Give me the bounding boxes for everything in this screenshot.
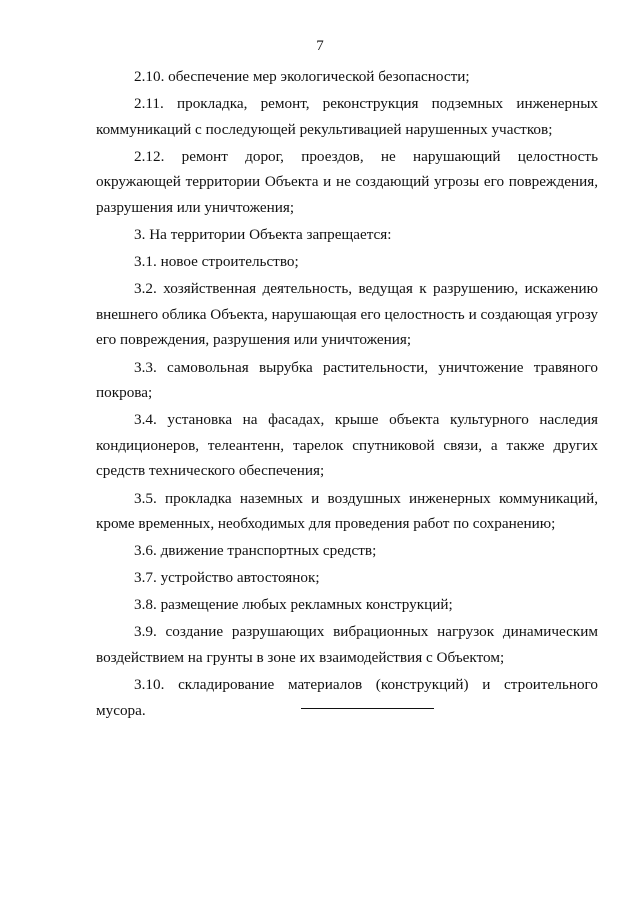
document-body: [96, 64, 598, 725]
paragraph-3-8: 3.8. размещение любых рекламных конструкций;: [134, 596, 453, 614]
paragraph-3-10: 3.10. складирование материалов (конструкций) и строительного мусора.: [96, 676, 598, 719]
paragraph-2-12: 2.12. ремонт дорог, проездов, не нарушающий целостность окружающей территории Объекта и не создающий угрозы его повреждения, разрушения или уничтожения;: [96, 147, 598, 216]
paragraph-3-6: 3.6. движение транспортных средств;: [134, 542, 377, 560]
paragraph-3-heading: 3. На территории Объекта запрещается:: [134, 226, 392, 244]
paragraph-3-7: 3.7. устройство автостоянок;: [134, 569, 320, 587]
paragraph-2-10: 2.10. обеспечение мер экологической безопасности;: [134, 68, 470, 85]
paragraph-3-1: 3.1. новое строительство;: [134, 253, 299, 271]
paragraph-3-5: 3.5. прокладка наземных и воздушных инженерных коммуникаций, кроме временных, необходимых для проведения работ по сохранению;: [96, 489, 598, 533]
page-number: 7: [316, 38, 324, 54]
paragraph-3-2: 3.2. хозяйственная деятельность, ведущая к разрушению, искажению внешнего облика Объекта, нарушающая его целостность и создающая угрозу его повреждения, разрушения или уничтожения;: [96, 280, 598, 349]
paragraph-3-9: 3.9. создание разрушающих вибрационных нагрузок динамическим воздействием на грунты в зоне их взаимодействия с Объектом;: [96, 623, 598, 667]
paragraph-2-11: 2.11. прокладка, ремонт, реконструкция подземных инженерных коммуникаций с последующей рекультивацией нарушенных участков;: [96, 95, 598, 138]
end-rule: [301, 708, 434, 709]
paragraph-3-4: 3.4. установка на фасадах, крыше объекта культурного наследия кондиционеров, телеантенн, тарелок спутниковой связи, а также других средств технического обеспечения;: [96, 411, 598, 480]
paragraph-3-3: 3.3. самовольная вырубка растительности, уничтожение травяного покрова;: [96, 358, 598, 402]
